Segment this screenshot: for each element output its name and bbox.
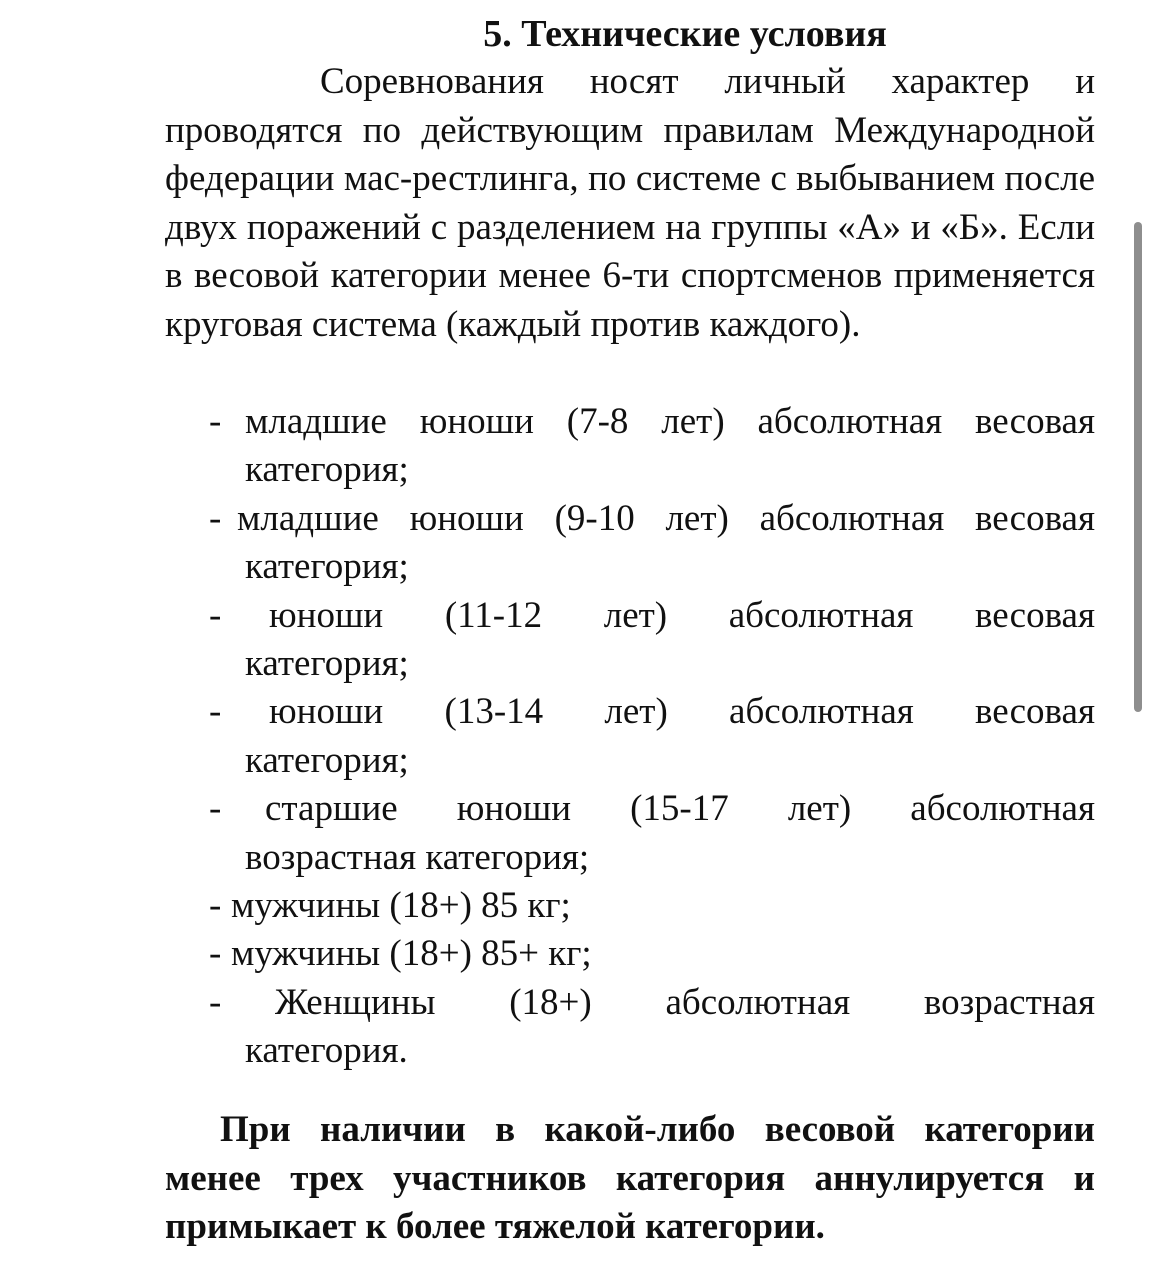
list-item xyxy=(165,882,1095,930)
list-item-line2: возрастная категория; xyxy=(245,836,590,878)
list-dash: - xyxy=(209,691,222,733)
list-item-line1: старшие юноши (15-17 лет) абсолютная xyxy=(265,788,1095,830)
list-dash: - xyxy=(209,788,222,830)
section-heading: 5. Технические условия xyxy=(483,13,887,55)
list-dash: - xyxy=(209,981,222,1023)
list-item xyxy=(165,979,1095,1076)
list-item-line1: младшие юноши (7-8 лет) абсолютная весовая xyxy=(245,401,1095,442)
section-paragraph: Соревнования носят личный характер и проводятся по действующим правилам Международной федерации мас-рестлинга, по системе с выбыванием после двух поражений с разделением на группы «А» и «Б». Если в весовой категории менее 6-ти спортсменов применяется круговая система (каждый против каждого). xyxy=(165,61,1095,345)
list-dash: - xyxy=(209,401,222,442)
list-dash: - xyxy=(209,594,222,636)
list-item xyxy=(165,495,1095,592)
list-item-line2: категория; xyxy=(245,546,409,588)
vertical-scrollbar[interactable] xyxy=(1134,222,1142,712)
list-item-line1: юноши (11-12 лет) абсолютная весовая xyxy=(269,594,1095,636)
list-item-line1: юноши (13-14 лет) абсолютная весовая xyxy=(269,691,1095,733)
list-item-line1: мужчины (18+) 85+ кг; xyxy=(231,933,592,975)
list-item xyxy=(165,930,1095,978)
list-item-line1: Женщины (18+) абсолютная возрастная xyxy=(275,981,1095,1023)
list-item xyxy=(165,592,1095,689)
list-item-line2: категория; xyxy=(245,739,409,781)
list-item xyxy=(165,688,1095,785)
list-item-line2: категория. xyxy=(245,1030,408,1072)
list-dash: - xyxy=(209,497,222,539)
list-item-line2: категория; xyxy=(245,449,409,491)
list-dash: - xyxy=(209,885,222,927)
list-dash: - xyxy=(209,933,222,975)
list-item xyxy=(165,398,1095,495)
list-item-line1: мужчины (18+) 85 кг; xyxy=(231,885,571,927)
category-list xyxy=(165,398,1095,1076)
list-item-line1: младшие юноши (9-10 лет) абсолютная весовая xyxy=(237,497,1095,539)
list-item-line2: категория; xyxy=(245,643,409,685)
list-item xyxy=(165,785,1095,882)
category-note: При наличии в какой-либо весовой категории менее трех участников категория аннулируется и примыкает к более тяжелой категории. xyxy=(165,1109,1095,1248)
